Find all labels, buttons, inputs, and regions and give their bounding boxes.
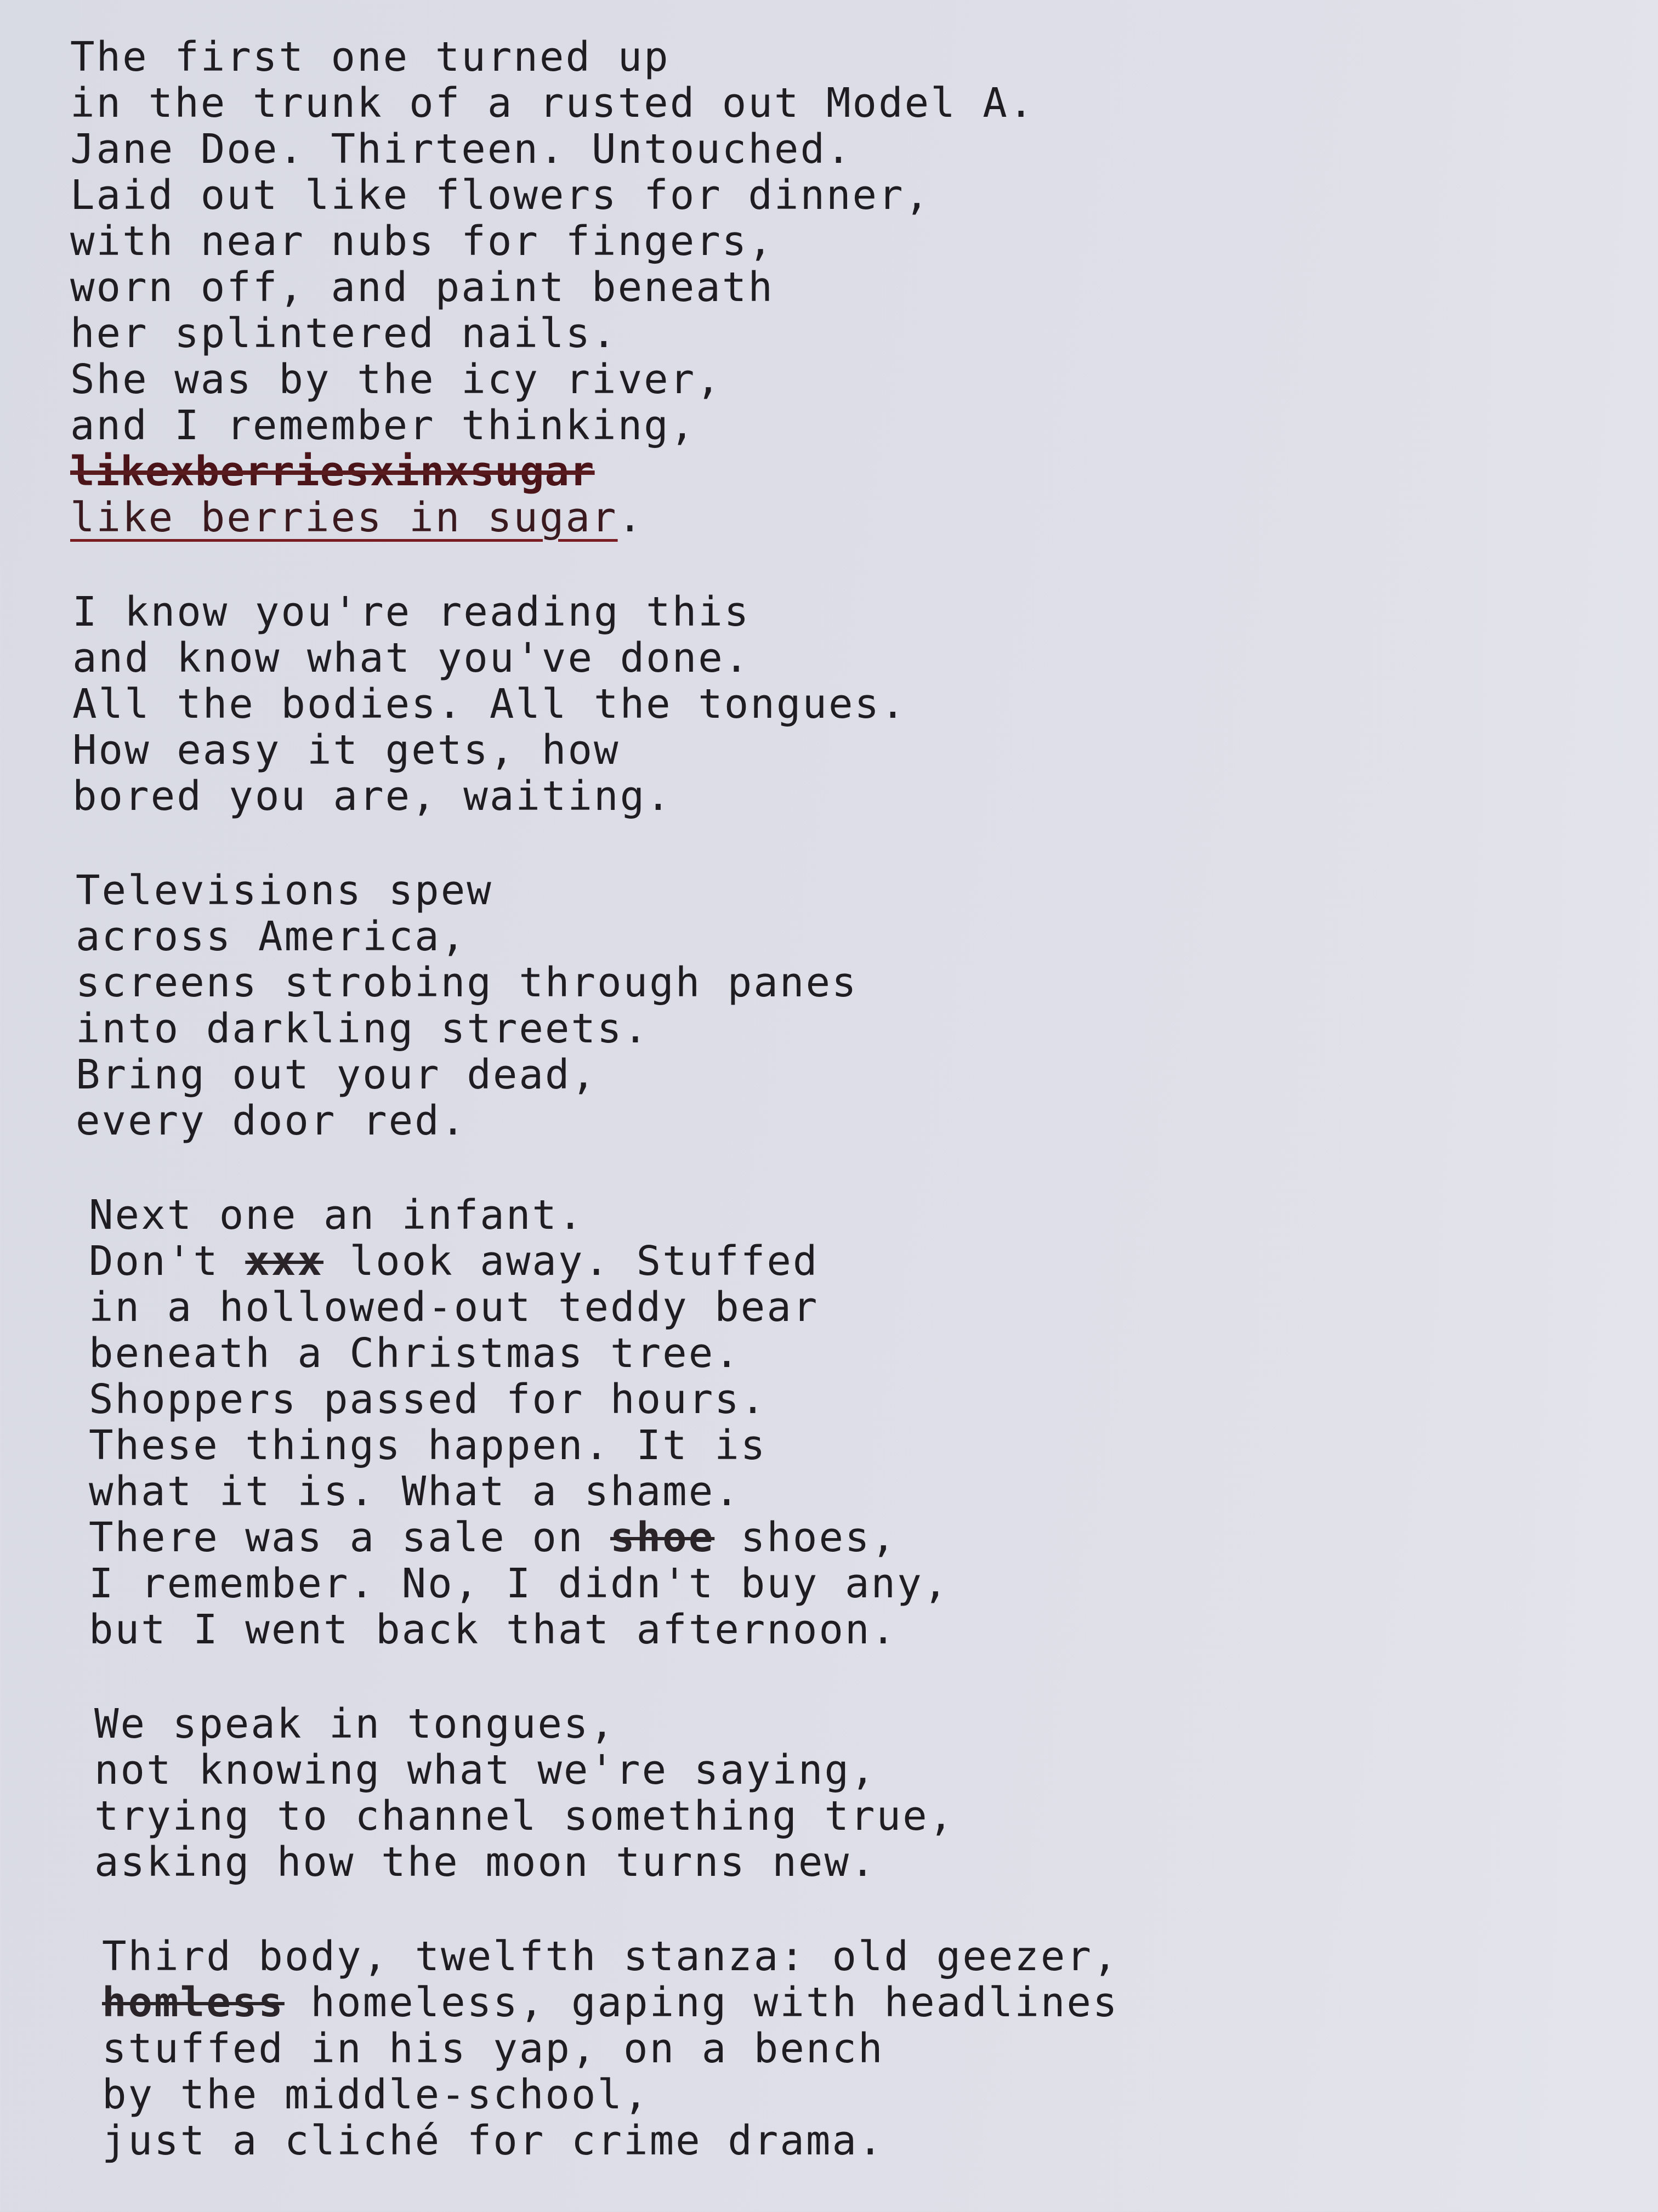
poem-line: in a hollowed-out teddy bear — [89, 1284, 819, 1331]
poem-line: These things happen. It is — [89, 1422, 767, 1469]
poem-line: by the middle-school, — [102, 2071, 650, 2118]
trailing-period: . — [617, 494, 644, 541]
poem-line: and I remember thinking, — [70, 402, 696, 449]
line-part: homeless, gaping with headlines — [284, 1979, 1119, 2026]
poem-line: not knowing what we're saying, — [94, 1746, 877, 1794]
poem-line: Laid out like flowers for dinner, — [70, 172, 931, 219]
poem-line — [89, 1515, 1331, 1561]
poem-line: The first one turned up — [70, 33, 670, 81]
poem-line: I remember. No, I didn't buy any, — [89, 1560, 950, 1607]
poem-line: Bring out your dead, — [76, 1051, 598, 1098]
poem-line: with near nubs for fingers, — [70, 218, 774, 265]
poem — [70, 34, 1331, 2212]
poem-line: just a cliché for crime drama. — [102, 2117, 884, 2164]
poem-line: in the trunk of a rusted out Model A. — [70, 80, 1035, 127]
struck-out-word: homless — [102, 1979, 285, 2026]
poem-line: Jane Doe. Thirteen. Untouched. — [70, 126, 853, 173]
poem-line: every door red. — [76, 1097, 467, 1144]
stanza-2 — [70, 589, 1331, 819]
poem-line: I know you're reading this — [72, 588, 751, 636]
poem-line: trying to channel something true, — [94, 1793, 955, 1840]
poem-line: and know what you've done. — [72, 634, 751, 682]
poem-line: but I went back that afternoon. — [89, 1606, 898, 1653]
poem-line: She was by the icy river, — [70, 356, 722, 403]
poem-line: across America, — [76, 913, 467, 960]
line-part: look away. Stuffed — [323, 1238, 819, 1285]
poem-line: We speak in tongues, — [94, 1700, 616, 1748]
poem-line — [89, 1238, 1331, 1284]
stanza-5 — [70, 1701, 1331, 1885]
line-part: shoes, — [714, 1514, 898, 1561]
poem-line: into darkling streets. — [76, 1005, 650, 1052]
stanza-3 — [70, 867, 1331, 1144]
poem-line: what it is. What a shame. — [89, 1468, 741, 1515]
poem-line: bored you are, waiting. — [72, 773, 672, 820]
poem-line-underlined — [70, 495, 1331, 541]
poem-line: How easy it gets, how — [72, 727, 620, 774]
struck-out-word: xxx — [245, 1238, 323, 1285]
stanza-4 — [70, 1192, 1331, 1653]
poem-line: stuffed in his yap, on a bench — [102, 2025, 884, 2072]
poem-line: beneath a Christmas tree. — [89, 1330, 741, 1377]
line-part: There was a sale on — [89, 1514, 611, 1561]
poem-line: Third body, twelfth stanza: old geezer, — [102, 1933, 1119, 1980]
poem-line: her splintered nails. — [70, 310, 618, 357]
poem-line: screens strobing through panes — [76, 959, 858, 1006]
struck-out-line: likexberriesxinxsugar — [70, 448, 595, 495]
stanza-6 — [70, 1933, 1331, 2164]
underlined-text: like berries in sugar — [70, 494, 618, 541]
poem-line: worn off, and paint beneath — [70, 264, 774, 311]
poem-line: asking how the moon turns new. — [94, 1839, 877, 1886]
paper-shading — [1428, 0, 1658, 2211]
poem-line: Next one an infant. — [89, 1192, 584, 1239]
poem-line: Televisions spew — [76, 867, 493, 914]
poem-line: All the bodies. All the tongues. — [72, 680, 907, 728]
poem-line: Shoppers passed for hours. — [89, 1376, 767, 1423]
poem-line — [102, 1980, 1331, 2026]
line-part: Don't — [89, 1238, 246, 1285]
stanza-1 — [70, 34, 1331, 541]
struck-out-word: shoe — [610, 1514, 715, 1561]
